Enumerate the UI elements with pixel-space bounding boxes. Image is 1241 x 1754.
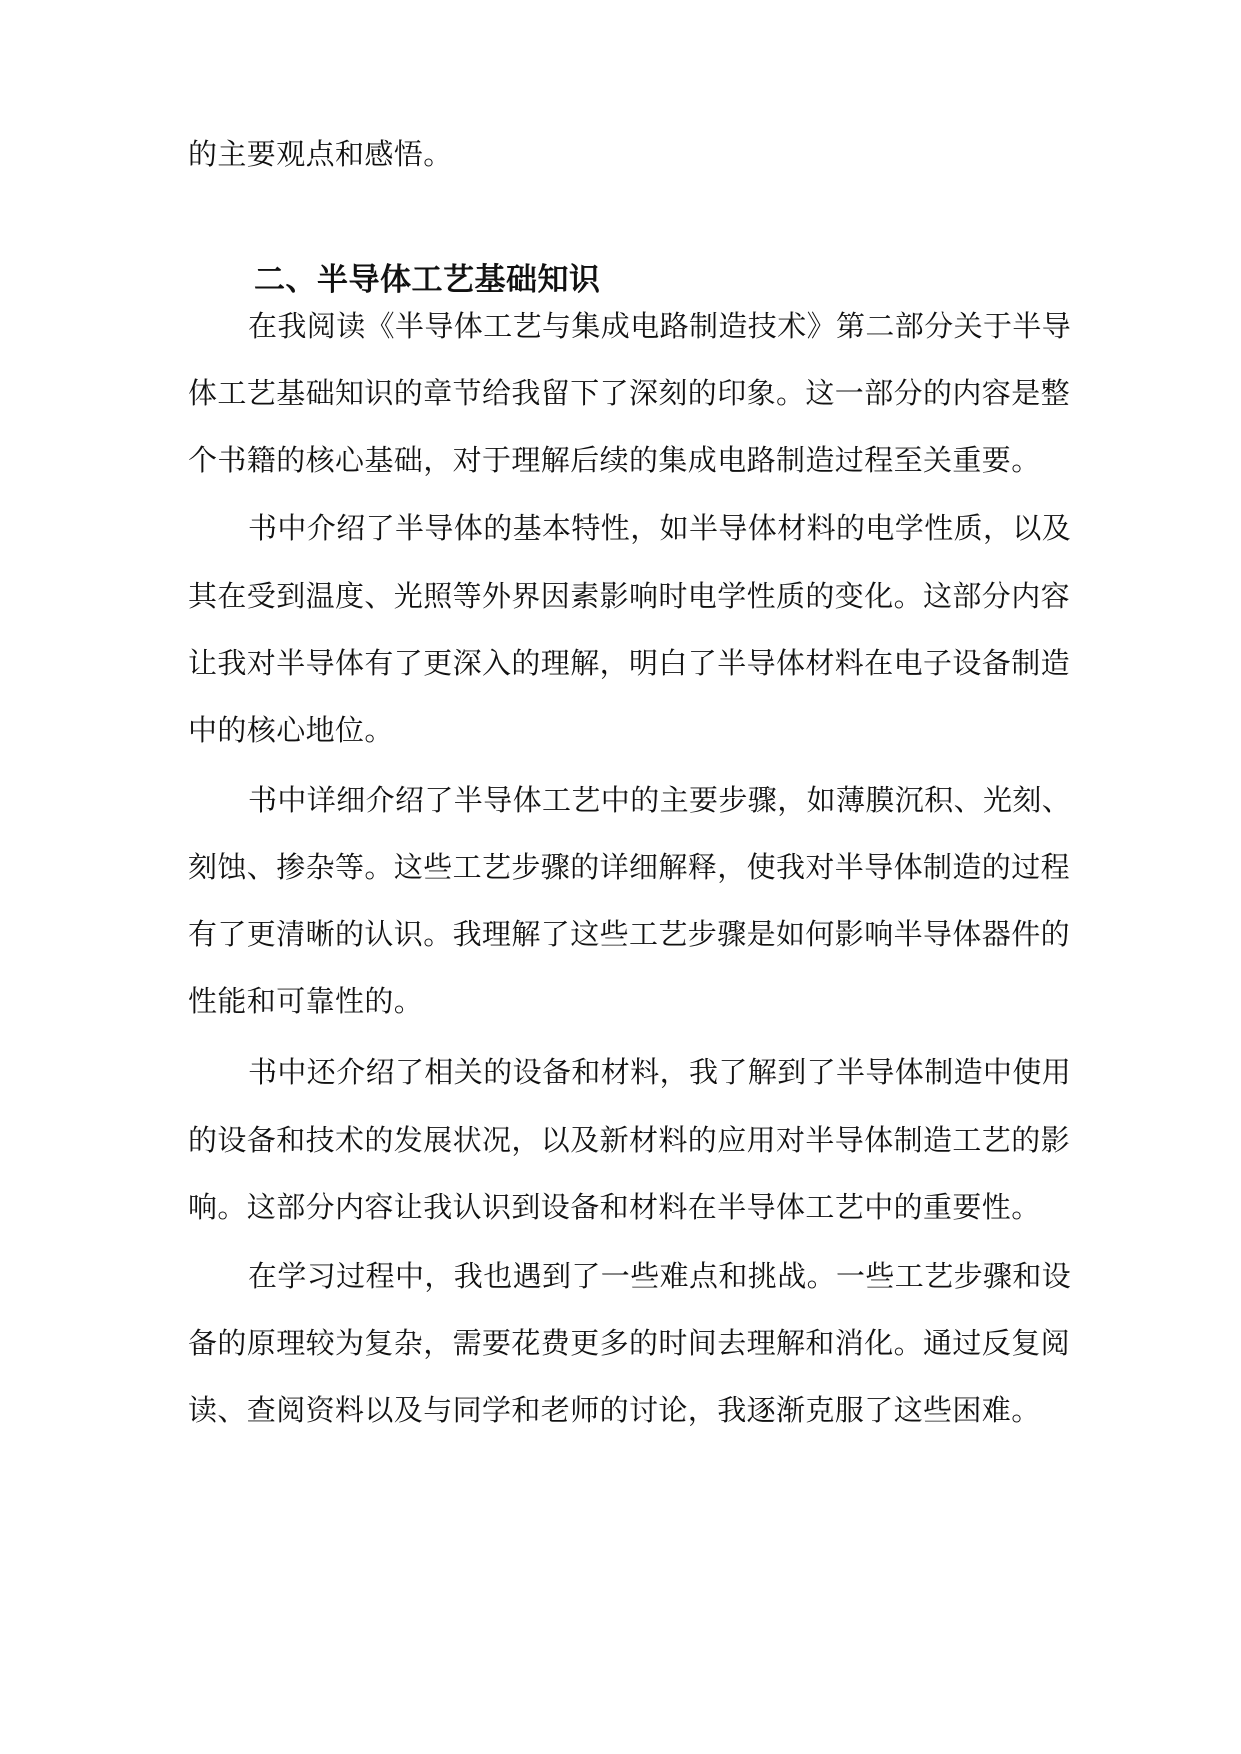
paragraph-1-line-2: 体工艺基础知识的章节给我留下了深刻的印象。这一部分的内容是整	[188, 376, 1071, 410]
paragraph-3-line-1: 书中详细介绍了半导体工艺中的主要步骤，如薄膜沉积、光刻、	[248, 783, 1072, 817]
section-heading: 二、半导体工艺基础知识	[254, 262, 601, 298]
paragraph-1-line-3: 个书籍的核心基础，对于理解后续的集成电路制造过程至关重要。	[188, 443, 1041, 477]
paragraph-4-line-1: 书中还介绍了相关的设备和材料，我了解到了半导体制造中使用	[248, 1055, 1072, 1089]
paragraph-2-line-2: 其在受到温度、光照等外界因素影响时电学性质的变化。这部分内容	[188, 579, 1071, 613]
paragraph-4-line-3: 响。这部分内容让我认识到设备和材料在半导体工艺中的重要性。	[188, 1190, 1041, 1224]
paragraph-5-line-2: 备的原理较为复杂，需要花费更多的时间去理解和消化。通过反复阅	[188, 1326, 1071, 1360]
paragraph-3-line-3: 有了更清晰的认识。我理解了这些工艺步骤是如何影响半导体器件的	[188, 917, 1071, 951]
paragraph-4-line-2: 的设备和技术的发展状况，以及新材料的应用对半导体制造工艺的影	[188, 1123, 1071, 1157]
paragraph-2-line-3: 让我对半导体有了更深入的理解，明白了半导体材料在电子设备制造	[188, 646, 1071, 680]
paragraph-3-line-2: 刻蚀、掺杂等。这些工艺步骤的详细解释，使我对半导体制造的过程	[188, 850, 1071, 884]
paragraph-1-line-1: 在我阅读《半导体工艺与集成电路制造技术》第二部分关于半导	[248, 309, 1072, 343]
paragraph-5-line-3: 读、查阅资料以及与同学和老师的讨论，我逐渐克服了这些困难。	[188, 1393, 1041, 1427]
paragraph-2-line-4: 中的核心地位。	[188, 713, 394, 747]
paragraph-2-line-1: 书中介绍了半导体的基本特性，如半导体材料的电学性质，以及	[248, 511, 1072, 545]
paragraph-5-line-1: 在学习过程中，我也遇到了一些难点和挑战。一些工艺步骤和设	[248, 1259, 1072, 1293]
intro-tail-line: 的主要观点和感悟。	[188, 137, 453, 171]
paragraph-3-line-4: 性能和可靠性的。	[188, 984, 424, 1018]
